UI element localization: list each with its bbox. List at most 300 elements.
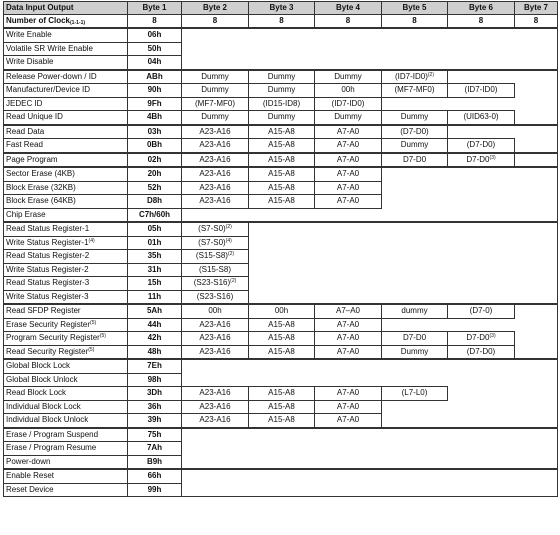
- cell-text: (MF7-MF0): [195, 98, 235, 108]
- cell-text: 39h: [147, 415, 162, 425]
- instruction-name: [4, 400, 128, 414]
- instruction-name-text: JEDEC ID: [6, 98, 43, 108]
- byte-cell: [382, 84, 448, 98]
- instruction-name: [4, 111, 128, 125]
- empty-span: [182, 442, 558, 456]
- instruction-name-text: Write Status Register-1: [6, 237, 89, 247]
- cell-text: (D7-0): [469, 306, 493, 316]
- instruction-name: [4, 469, 128, 483]
- instruction-row: [4, 153, 558, 168]
- cell-text: (S15-S8): [195, 251, 228, 261]
- cell-text: A15-A8: [268, 126, 295, 136]
- byte-cell: [249, 167, 315, 181]
- instruction-set-table: [3, 1, 558, 497]
- instruction-name: [4, 263, 128, 277]
- instruction-name: [4, 181, 128, 195]
- cell-text: (S23-S16): [193, 278, 231, 288]
- cell-text: A7–A0: [335, 306, 361, 316]
- byte-cell: [249, 139, 315, 153]
- instruction-name-text: Reset Device: [6, 484, 54, 494]
- instruction-name-text: Write Status Register-2: [6, 264, 89, 274]
- instruction-name-text: Block Erase (64KB): [6, 196, 76, 206]
- byte-cell: [315, 139, 382, 153]
- byte-cell: [249, 304, 315, 318]
- cell-text: 00h: [274, 306, 289, 316]
- instruction-name: [4, 42, 128, 56]
- opcode-cell: [128, 277, 182, 291]
- clock-count-3: 8: [249, 15, 315, 29]
- empty-span: [382, 181, 558, 195]
- empty-span: [249, 277, 558, 291]
- instruction-name-text: Write Enable: [6, 30, 52, 40]
- byte-cell: [315, 84, 382, 98]
- cell-text: Dummy: [267, 71, 296, 81]
- instruction-row: [4, 56, 558, 70]
- header-byte-2: Byte 2: [182, 2, 249, 15]
- empty-span: [182, 42, 558, 56]
- cell-text: 7Ah: [146, 443, 163, 453]
- instruction-name: [4, 414, 128, 428]
- byte-cell: [448, 139, 515, 153]
- instruction-name: [4, 84, 128, 98]
- instruction-name: [4, 373, 128, 387]
- cell-text: 4Bh: [146, 112, 163, 122]
- opcode-cell: [128, 318, 182, 332]
- instruction-name: [4, 195, 128, 209]
- cell-text: (MF7-MF0): [394, 85, 435, 95]
- instruction-row: [4, 111, 558, 125]
- byte-cell: [382, 304, 448, 318]
- empty-span: [182, 56, 558, 70]
- byte-cell: [182, 387, 249, 401]
- cell-text: Dummy: [334, 112, 362, 122]
- opcode-cell: [128, 304, 182, 318]
- empty-span: [382, 400, 558, 414]
- byte-cell: [382, 70, 448, 84]
- byte-cell: [182, 195, 249, 209]
- opcode-cell: [128, 250, 182, 264]
- opcode-cell: [128, 111, 182, 125]
- opcode-cell: [128, 400, 182, 414]
- cell-text: A15-A8: [268, 140, 295, 150]
- byte-cell: [249, 345, 315, 359]
- cell-text: Dummy: [201, 85, 229, 95]
- opcode-cell: [128, 28, 182, 42]
- instruction-row: [4, 359, 558, 373]
- instruction-name: [4, 455, 128, 469]
- opcode-cell: [128, 263, 182, 277]
- byte-cell: [315, 332, 382, 346]
- cell-text: Dummy: [267, 112, 296, 122]
- cell-text: 00h: [341, 85, 355, 95]
- instruction-name-text: Erase Security Register: [6, 319, 91, 329]
- instruction-row: [4, 236, 558, 250]
- instruction-name-text: Read Data: [6, 126, 45, 136]
- cell-text: Dummy: [400, 140, 429, 150]
- byte-cell: [249, 181, 315, 195]
- footnote-ref: (3): [489, 154, 496, 161]
- instruction-name: [4, 97, 128, 111]
- empty-span: [182, 208, 558, 222]
- cell-text: (S23-S16): [196, 291, 234, 301]
- footnote-ref: (3): [489, 333, 496, 340]
- cell-text: 11h: [147, 291, 162, 301]
- empty-span: [448, 387, 558, 401]
- byte-cell: [315, 111, 382, 125]
- instruction-row: [4, 469, 558, 483]
- empty-span: [182, 359, 558, 373]
- clock-count-5: 8: [382, 15, 448, 29]
- instruction-name: [4, 56, 128, 70]
- header-row: [4, 2, 558, 15]
- instruction-row: [4, 277, 558, 291]
- opcode-cell: [128, 208, 182, 222]
- cell-text: (S15-S8): [198, 264, 231, 274]
- empty-span: [382, 167, 558, 181]
- instruction-row: [4, 290, 558, 304]
- byte-cell: [315, 97, 382, 111]
- byte-cell: [249, 111, 315, 125]
- instruction-row: [4, 455, 558, 469]
- byte-cell: [249, 332, 315, 346]
- instruction-name: [4, 332, 128, 346]
- cell-text: B9h: [146, 456, 163, 466]
- cell-text: (S7-S0): [198, 224, 226, 234]
- cell-text: D8h: [146, 196, 163, 206]
- cell-text: A7-A0: [336, 415, 360, 425]
- instruction-name-text: Read Status Register-2: [6, 251, 90, 261]
- cell-text: (ID15-ID8): [262, 98, 301, 108]
- instruction-row: [4, 42, 558, 56]
- byte-cell: [182, 290, 249, 304]
- cell-text: (D7-D0): [466, 346, 496, 356]
- opcode-cell: [128, 56, 182, 70]
- instruction-row: [4, 28, 558, 42]
- cell-text: A23-A16: [199, 388, 231, 398]
- footnote-ref: (5): [88, 346, 95, 353]
- cell-text: 44h: [147, 319, 162, 329]
- instruction-name: [4, 442, 128, 456]
- cell-text: A23-A16: [199, 182, 231, 192]
- cell-text: (UID63-0): [463, 112, 499, 122]
- byte-cell: [315, 345, 382, 359]
- footnote-ref: (5): [90, 319, 97, 326]
- instruction-name-text: Page Program: [6, 154, 58, 164]
- cell-text: 04h: [147, 57, 162, 67]
- header-byte-5: Byte 5: [382, 2, 448, 15]
- instruction-name-text: Individual Block Lock: [6, 401, 81, 411]
- opcode-cell: [128, 345, 182, 359]
- empty-span: [382, 195, 558, 209]
- cell-text: A15-A8: [268, 388, 295, 398]
- clock-label-text: Number of Clock: [6, 16, 71, 25]
- opcode-cell: [128, 469, 182, 483]
- byte-cell: [382, 387, 448, 401]
- instruction-name: [4, 483, 128, 497]
- cell-text: A7-A0: [336, 401, 360, 411]
- instruction-row: [4, 263, 558, 277]
- byte-cell: [182, 181, 249, 195]
- byte-cell: [315, 387, 382, 401]
- cell-text: 99h: [147, 484, 162, 494]
- cell-text: 90h: [147, 85, 162, 95]
- byte-cell: [315, 304, 382, 318]
- instruction-name-text: Read Security Register: [6, 346, 89, 356]
- instruction-row: [4, 414, 558, 428]
- opcode-cell: [128, 483, 182, 497]
- clock-count-label: [4, 15, 128, 29]
- byte-cell: [382, 139, 448, 153]
- cell-text: A23-A16: [199, 126, 231, 136]
- opcode-cell: [128, 195, 182, 209]
- instruction-row: [4, 222, 558, 236]
- cell-text: (D7-D0): [400, 126, 429, 136]
- cell-text: 02h: [147, 154, 162, 164]
- cell-text: 75h: [147, 429, 162, 439]
- opcode-cell: [128, 387, 182, 401]
- instruction-name-text: Fast Read: [6, 140, 43, 150]
- opcode-cell: [128, 414, 182, 428]
- empty-span: [182, 428, 558, 442]
- instruction-name: [4, 208, 128, 222]
- instruction-name-text: Release Power-down / ID: [6, 71, 97, 81]
- byte-cell: [315, 70, 382, 84]
- empty-span: [515, 345, 558, 359]
- cell-text: A15-A8: [268, 401, 295, 411]
- byte-cell: [448, 345, 515, 359]
- cell-text: Dummy: [201, 71, 229, 81]
- byte-cell: [315, 125, 382, 139]
- instruction-row: [4, 332, 558, 346]
- cell-text: A15-A8: [268, 182, 295, 192]
- byte-cell: [182, 84, 249, 98]
- header-byte-4: Byte 4: [315, 2, 382, 15]
- opcode-cell: [128, 442, 182, 456]
- cell-text: 06h: [147, 30, 162, 40]
- cell-text: 31h: [147, 264, 162, 274]
- clock-count-6: 8: [448, 15, 515, 29]
- byte-cell: [249, 125, 315, 139]
- empty-span: [182, 28, 558, 42]
- byte-cell: [315, 181, 382, 195]
- byte-cell: [315, 153, 382, 168]
- byte-cell: [448, 304, 515, 318]
- opcode-cell: [128, 181, 182, 195]
- byte-cell: [182, 250, 249, 264]
- instruction-name-text: Sector Erase (4KB): [6, 169, 75, 179]
- cell-text: A7-A0: [336, 196, 360, 206]
- opcode-cell: [128, 125, 182, 139]
- cell-text: 9Fh: [147, 98, 162, 108]
- byte-cell: [182, 97, 249, 111]
- byte-cell: [182, 70, 249, 84]
- instruction-row: [4, 373, 558, 387]
- instruction-row: [4, 139, 558, 153]
- instruction-name: [4, 125, 128, 139]
- instruction-row: [4, 125, 558, 139]
- byte-cell: [182, 332, 249, 346]
- cell-text: (ID7-ID0): [331, 98, 365, 108]
- clock-count-row: [4, 15, 558, 29]
- instruction-name: [4, 236, 128, 250]
- instruction-name: [4, 387, 128, 401]
- footnote-ref: (2): [227, 251, 235, 258]
- header-byte-7: Byte 7: [515, 2, 558, 15]
- instruction-name-text: Global Block Lock: [6, 361, 71, 371]
- instruction-name-text: Read Status Register-1: [6, 224, 90, 234]
- instruction-name-text: Write Status Register-3: [6, 291, 89, 301]
- opcode-cell: [128, 290, 182, 304]
- instruction-name-text: Program Security Register: [6, 333, 100, 343]
- opcode-cell: [128, 373, 182, 387]
- instruction-row: [4, 304, 558, 318]
- cell-text: (ID7-ID0): [394, 71, 428, 81]
- cell-text: (ID7-ID0): [464, 85, 498, 95]
- instruction-name: [4, 167, 128, 181]
- cell-text: 48h: [147, 346, 162, 356]
- byte-cell: [382, 332, 448, 346]
- clock-count-7: 8: [515, 15, 558, 29]
- cell-text: A15-A8: [268, 346, 295, 356]
- opcode-cell: [128, 236, 182, 250]
- byte-cell: [382, 345, 448, 359]
- instruction-name-text: Read SFDP Register: [6, 306, 81, 316]
- byte-cell: [182, 139, 249, 153]
- cell-text: 0Bh: [146, 140, 163, 150]
- empty-span: [448, 125, 558, 139]
- empty-span: [249, 236, 558, 250]
- table-body: [4, 2, 558, 497]
- empty-span: [515, 332, 558, 346]
- byte-cell: [182, 153, 249, 168]
- cell-text: Dummy: [201, 112, 229, 122]
- cell-text: A7-A0: [336, 126, 360, 136]
- empty-span: [249, 222, 558, 236]
- clock-count-1: 8: [128, 15, 182, 29]
- footnote-ref: (5): [99, 333, 106, 340]
- instruction-name-text: Read Status Register-3: [6, 278, 90, 288]
- byte-cell: [182, 304, 249, 318]
- header-byte-1: Byte 1: [128, 2, 182, 15]
- cell-text: A7-A0: [336, 388, 360, 398]
- instruction-name-text: Manufacturer/Device ID: [6, 85, 91, 95]
- byte-cell: [448, 332, 515, 346]
- instruction-row: [4, 428, 558, 442]
- instruction-row: [4, 345, 558, 359]
- opcode-cell: [128, 332, 182, 346]
- instruction-table-container: [3, 1, 558, 497]
- byte-cell: [448, 111, 515, 125]
- byte-cell: [315, 414, 382, 428]
- byte-cell: [182, 345, 249, 359]
- instruction-name: [4, 222, 128, 236]
- byte-cell: [249, 387, 315, 401]
- instruction-name-text: Erase / Program Suspend: [6, 429, 99, 439]
- instruction-row: [4, 195, 558, 209]
- byte-cell: [182, 167, 249, 181]
- cell-text: 98h: [147, 374, 162, 384]
- opcode-cell: [128, 222, 182, 236]
- byte-cell: [182, 222, 249, 236]
- clock-label-sub: (1-1-1): [70, 20, 86, 26]
- cell-text: A7-A0: [336, 333, 360, 343]
- cell-text: A7-A0: [336, 346, 360, 356]
- empty-span: [249, 290, 558, 304]
- instruction-row: [4, 167, 558, 181]
- cell-text: A23-A16: [199, 401, 231, 411]
- cell-text: (L7-L0): [401, 388, 428, 398]
- byte-cell: [182, 263, 249, 277]
- footnote-ref: (4): [225, 237, 232, 244]
- opcode-cell: [128, 167, 182, 181]
- cell-text: A15-A8: [268, 169, 295, 179]
- byte-cell: [182, 400, 249, 414]
- byte-cell: [249, 84, 315, 98]
- cell-text: (D7-D0): [466, 140, 496, 150]
- opcode-cell: [128, 455, 182, 469]
- instruction-row: [4, 400, 558, 414]
- empty-span: [515, 84, 558, 98]
- cell-text: (S7-S0): [198, 237, 226, 247]
- byte-cell: [249, 195, 315, 209]
- cell-text: A15-A8: [268, 319, 295, 329]
- footnote-ref: (2): [427, 71, 434, 78]
- instruction-name-text: Enable Reset: [6, 471, 55, 481]
- cell-text: A7-A0: [336, 140, 360, 150]
- byte-cell: [448, 84, 515, 98]
- cell-text: A15-A8: [268, 333, 295, 343]
- byte-cell: [249, 97, 315, 111]
- cell-text: 5Ah: [146, 306, 163, 316]
- cell-text: A23-A16: [199, 169, 231, 179]
- instruction-row: [4, 84, 558, 98]
- empty-span: [382, 97, 558, 111]
- cell-text: 52h: [147, 182, 162, 192]
- byte-cell: [315, 195, 382, 209]
- empty-span: [182, 469, 558, 483]
- cell-text: A23-A16: [199, 346, 231, 356]
- instruction-name-text: Read Block Lock: [6, 388, 67, 398]
- cell-text: 7Eh: [147, 361, 162, 371]
- cell-text: A7-A0: [336, 182, 360, 192]
- cell-text: D7-D0: [402, 154, 427, 164]
- cell-text: A23-A16: [199, 196, 231, 206]
- instruction-name-text: Read Unique ID: [6, 112, 63, 122]
- instruction-name-text: Block Erase (32KB): [6, 182, 76, 192]
- instruction-name: [4, 345, 128, 359]
- cell-text: Dummy: [267, 85, 296, 95]
- clock-count-4: 8: [315, 15, 382, 29]
- cell-text: 50h: [147, 43, 162, 53]
- cell-text: 00h: [208, 306, 222, 316]
- header-data-io: Data Input Output: [4, 2, 128, 15]
- empty-span: [249, 250, 558, 264]
- cell-text: A15-A8: [268, 415, 295, 425]
- instruction-row: [4, 181, 558, 195]
- cell-text: 05h: [147, 224, 162, 234]
- opcode-cell: [128, 70, 182, 84]
- instruction-name-text: Individual Block Unlock: [6, 415, 89, 425]
- empty-span: [515, 153, 558, 168]
- byte-cell: [315, 318, 382, 332]
- opcode-cell: [128, 42, 182, 56]
- instruction-name: [4, 304, 128, 318]
- header-byte-3: Byte 3: [249, 2, 315, 15]
- instruction-name: [4, 250, 128, 264]
- empty-span: [382, 318, 558, 332]
- byte-cell: [249, 414, 315, 428]
- byte-cell: [249, 70, 315, 84]
